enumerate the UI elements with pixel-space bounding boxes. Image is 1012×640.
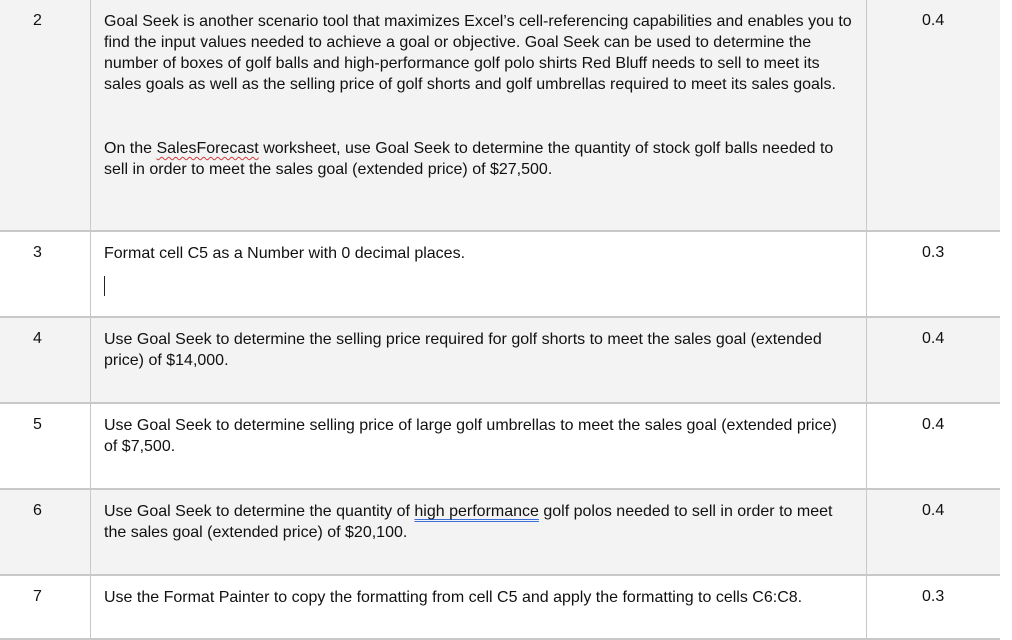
points-cell — [867, 0, 1000, 230]
points-value: 0.4 — [922, 502, 945, 519]
table-row — [0, 404, 1000, 490]
table-row — [0, 576, 1000, 640]
instruction-paragraph — [104, 138, 854, 180]
step-number: 7 — [33, 588, 42, 605]
instruction-paragraph — [104, 501, 854, 543]
instruction-text: worksheet, use Goal Seek to determine the quantity of stock golf balls needed to sell in order to meet the sales goal (extended price) of $27,500. — [104, 140, 834, 178]
step-number: 4 — [33, 330, 42, 347]
points-cell — [867, 318, 1000, 402]
instruction-paragraph: Format cell C5 as a Number with 0 decimal places. — [104, 245, 466, 262]
step-number-cell — [0, 404, 91, 488]
instruction-text: golf polos needed to sell in order to meet the sales goal (extended price) of $20,100. — [104, 503, 833, 541]
points-cell — [867, 490, 1000, 574]
step-number: 5 — [33, 416, 42, 433]
instruction-cell[interactable] — [91, 318, 867, 402]
points-cell — [867, 576, 1000, 638]
step-number: 3 — [33, 244, 42, 261]
points-cell — [867, 404, 1000, 488]
instruction-text: On the — [104, 140, 157, 157]
instruction-paragraph: Use the Format Painter to copy the formatting from cell C5 and apply the formatting to cells C6:C8. — [104, 589, 803, 606]
step-number: 2 — [33, 12, 42, 29]
step-number-cell — [0, 232, 91, 316]
table-row — [0, 318, 1000, 404]
grammar-flag: high performance — [414, 503, 539, 520]
instruction-cell[interactable] — [91, 0, 867, 230]
instruction-cell[interactable] — [91, 404, 867, 488]
points-value: 0.3 — [922, 244, 945, 261]
spelling-flag: SalesForecast — [156, 140, 259, 157]
instruction-cell[interactable] — [91, 232, 867, 316]
step-number-cell — [0, 576, 91, 638]
table-row — [0, 0, 1000, 232]
points-value: 0.3 — [922, 588, 945, 605]
step-number: 6 — [33, 502, 42, 519]
instruction-paragraph: Goal Seek is another scenario tool that maximizes Excel’s cell-referencing capabilities and enables you to find the input values needed to achieve a goal or objective. Goal Seek can be used to determine the number of boxes of golf balls and high-performance golf polo shirts Red Bluff needs to sell to meet its sales goals as well as the selling price of golf shorts and golf umbrellas required to meet its sales goals. — [104, 13, 852, 93]
step-number-cell — [0, 318, 91, 402]
points-cell — [867, 232, 1000, 316]
table-row — [0, 490, 1000, 576]
step-number-cell — [0, 0, 91, 230]
table-row — [0, 232, 1000, 318]
instruction-cell[interactable] — [91, 576, 867, 638]
step-number-cell — [0, 490, 91, 574]
instruction-cell[interactable] — [91, 490, 867, 574]
points-value: 0.4 — [922, 12, 945, 29]
points-value: 0.4 — [922, 416, 945, 433]
instruction-paragraph: Use Goal Seek to determine selling price of large golf umbrellas to meet the sales goal (extended price) of $7,500. — [104, 417, 837, 455]
instruction-text: Use Goal Seek to determine the quantity of — [104, 503, 415, 520]
text-caret — [104, 276, 105, 296]
instruction-paragraph: Use Goal Seek to determine the selling price required for golf shorts to meet the sales goal (extended price) of $14,000. — [104, 331, 822, 369]
points-value: 0.4 — [922, 330, 945, 347]
